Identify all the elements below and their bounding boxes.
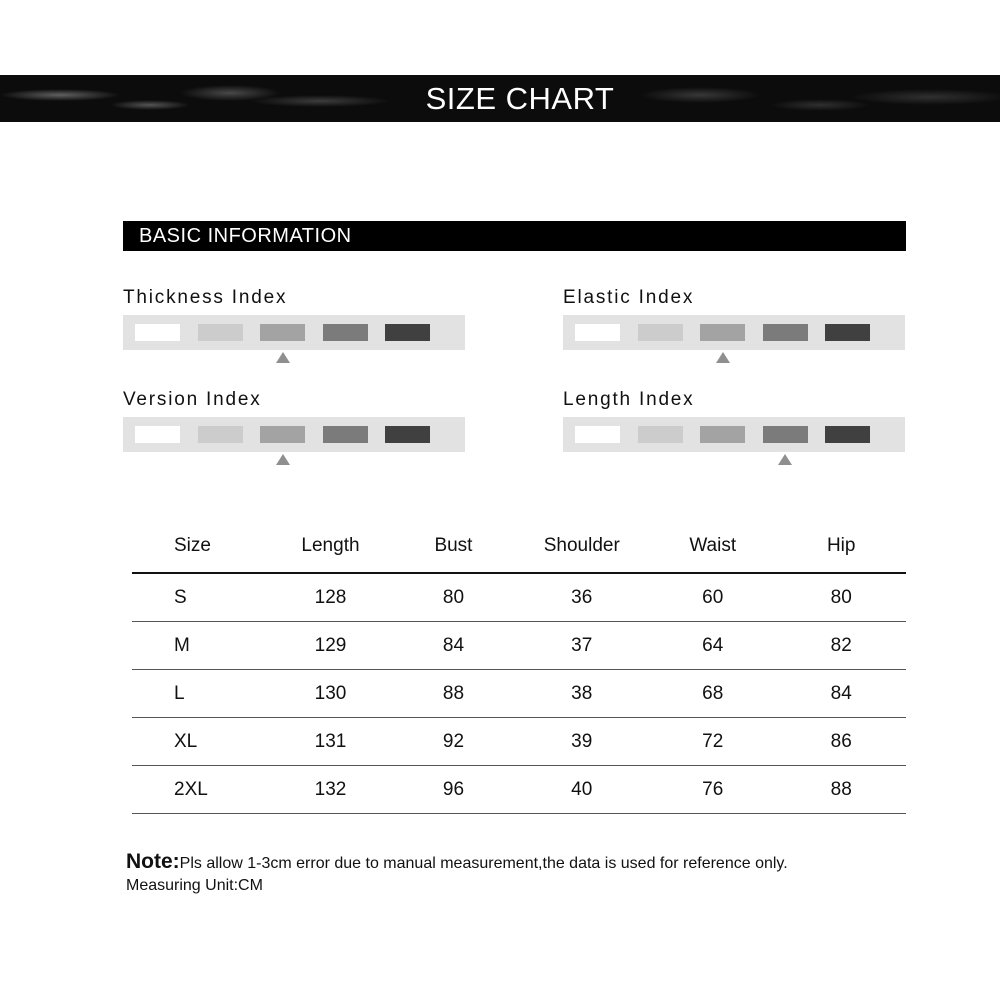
index-swatch-4 (763, 426, 808, 443)
cell-size: 2XL (132, 766, 269, 814)
cell-bust: 80 (392, 573, 514, 622)
index-scale (563, 315, 905, 350)
cell-waist: 68 (649, 670, 776, 718)
index-scale (563, 417, 905, 452)
index-pointer-icon (276, 454, 290, 465)
index-swatch-1 (135, 324, 180, 341)
cell-length: 128 (269, 573, 393, 622)
index-swatch-3 (260, 426, 305, 443)
index-pointer-icon (778, 454, 792, 465)
note (126, 851, 788, 897)
cell-waist: 60 (649, 573, 776, 622)
index-label: Thickness Index (123, 287, 288, 308)
index-swatch-4 (763, 324, 808, 341)
index-swatch-3 (260, 324, 305, 341)
header-banner (0, 75, 1000, 122)
cell-shoulder: 36 (515, 573, 650, 622)
cell-hip: 88 (776, 766, 906, 814)
cell-shoulder: 40 (515, 766, 650, 814)
cell-shoulder: 39 (515, 718, 650, 766)
page-title: SIZE CHART (425, 81, 615, 116)
column-header-length: Length (269, 520, 393, 573)
cell-hip: 86 (776, 718, 906, 766)
index-pointer-icon (716, 352, 730, 363)
column-header-size: Size (132, 520, 269, 573)
column-header-hip: Hip (776, 520, 906, 573)
index-pointer-icon (276, 352, 290, 363)
index-swatch-2 (198, 324, 243, 341)
cell-size: S (132, 573, 269, 622)
cell-size: XL (132, 718, 269, 766)
column-header-shoulder: Shoulder (515, 520, 650, 573)
section-header (123, 221, 906, 251)
index-label: Length Index (563, 389, 695, 410)
cell-bust: 88 (392, 670, 514, 718)
cell-length: 131 (269, 718, 393, 766)
section-title: BASIC INFORMATION (139, 225, 352, 247)
index-swatch-4 (323, 426, 368, 443)
cell-shoulder: 38 (515, 670, 650, 718)
index-swatch-4 (323, 324, 368, 341)
index-swatch-2 (638, 324, 683, 341)
index-swatch-1 (135, 426, 180, 443)
index-swatch-5 (385, 324, 430, 341)
size-table (132, 520, 906, 814)
column-header-bust: Bust (392, 520, 514, 573)
cell-shoulder: 37 (515, 622, 650, 670)
cell-length: 130 (269, 670, 393, 718)
cell-bust: 84 (392, 622, 514, 670)
cell-hip: 84 (776, 670, 906, 718)
cell-size: M (132, 622, 269, 670)
index-swatch-1 (575, 324, 620, 341)
cell-waist: 64 (649, 622, 776, 670)
index-swatch-5 (825, 426, 870, 443)
index-swatch-2 (638, 426, 683, 443)
table-row (132, 718, 906, 766)
table-row (132, 766, 906, 814)
index-swatch-1 (575, 426, 620, 443)
note-separator: : (172, 850, 180, 873)
index-swatch-5 (385, 426, 430, 443)
table-header-row (132, 520, 906, 573)
table-row (132, 622, 906, 670)
index-swatch-5 (825, 324, 870, 341)
column-header-waist: Waist (649, 520, 776, 573)
index-swatch-2 (198, 426, 243, 443)
table-row (132, 573, 906, 622)
index-swatch-3 (700, 324, 745, 341)
index-label: Version Index (123, 389, 262, 410)
index-scale (123, 315, 465, 350)
index-scale (123, 417, 465, 452)
index-label: Elastic Index (563, 287, 695, 308)
cell-waist: 72 (649, 718, 776, 766)
cell-length: 132 (269, 766, 393, 814)
cell-hip: 80 (776, 573, 906, 622)
measuring-unit: Measuring Unit:CM (126, 877, 263, 894)
cell-bust: 96 (392, 766, 514, 814)
cell-length: 129 (269, 622, 393, 670)
table-row (132, 670, 906, 718)
cell-hip: 82 (776, 622, 906, 670)
note-heading: Note (126, 850, 173, 873)
cell-size: L (132, 670, 269, 718)
index-swatch-3 (700, 426, 745, 443)
cell-bust: 92 (392, 718, 514, 766)
cell-waist: 76 (649, 766, 776, 814)
note-text: Pls allow 1-3cm error due to manual measurement,the data is used for reference only. (179, 855, 788, 872)
